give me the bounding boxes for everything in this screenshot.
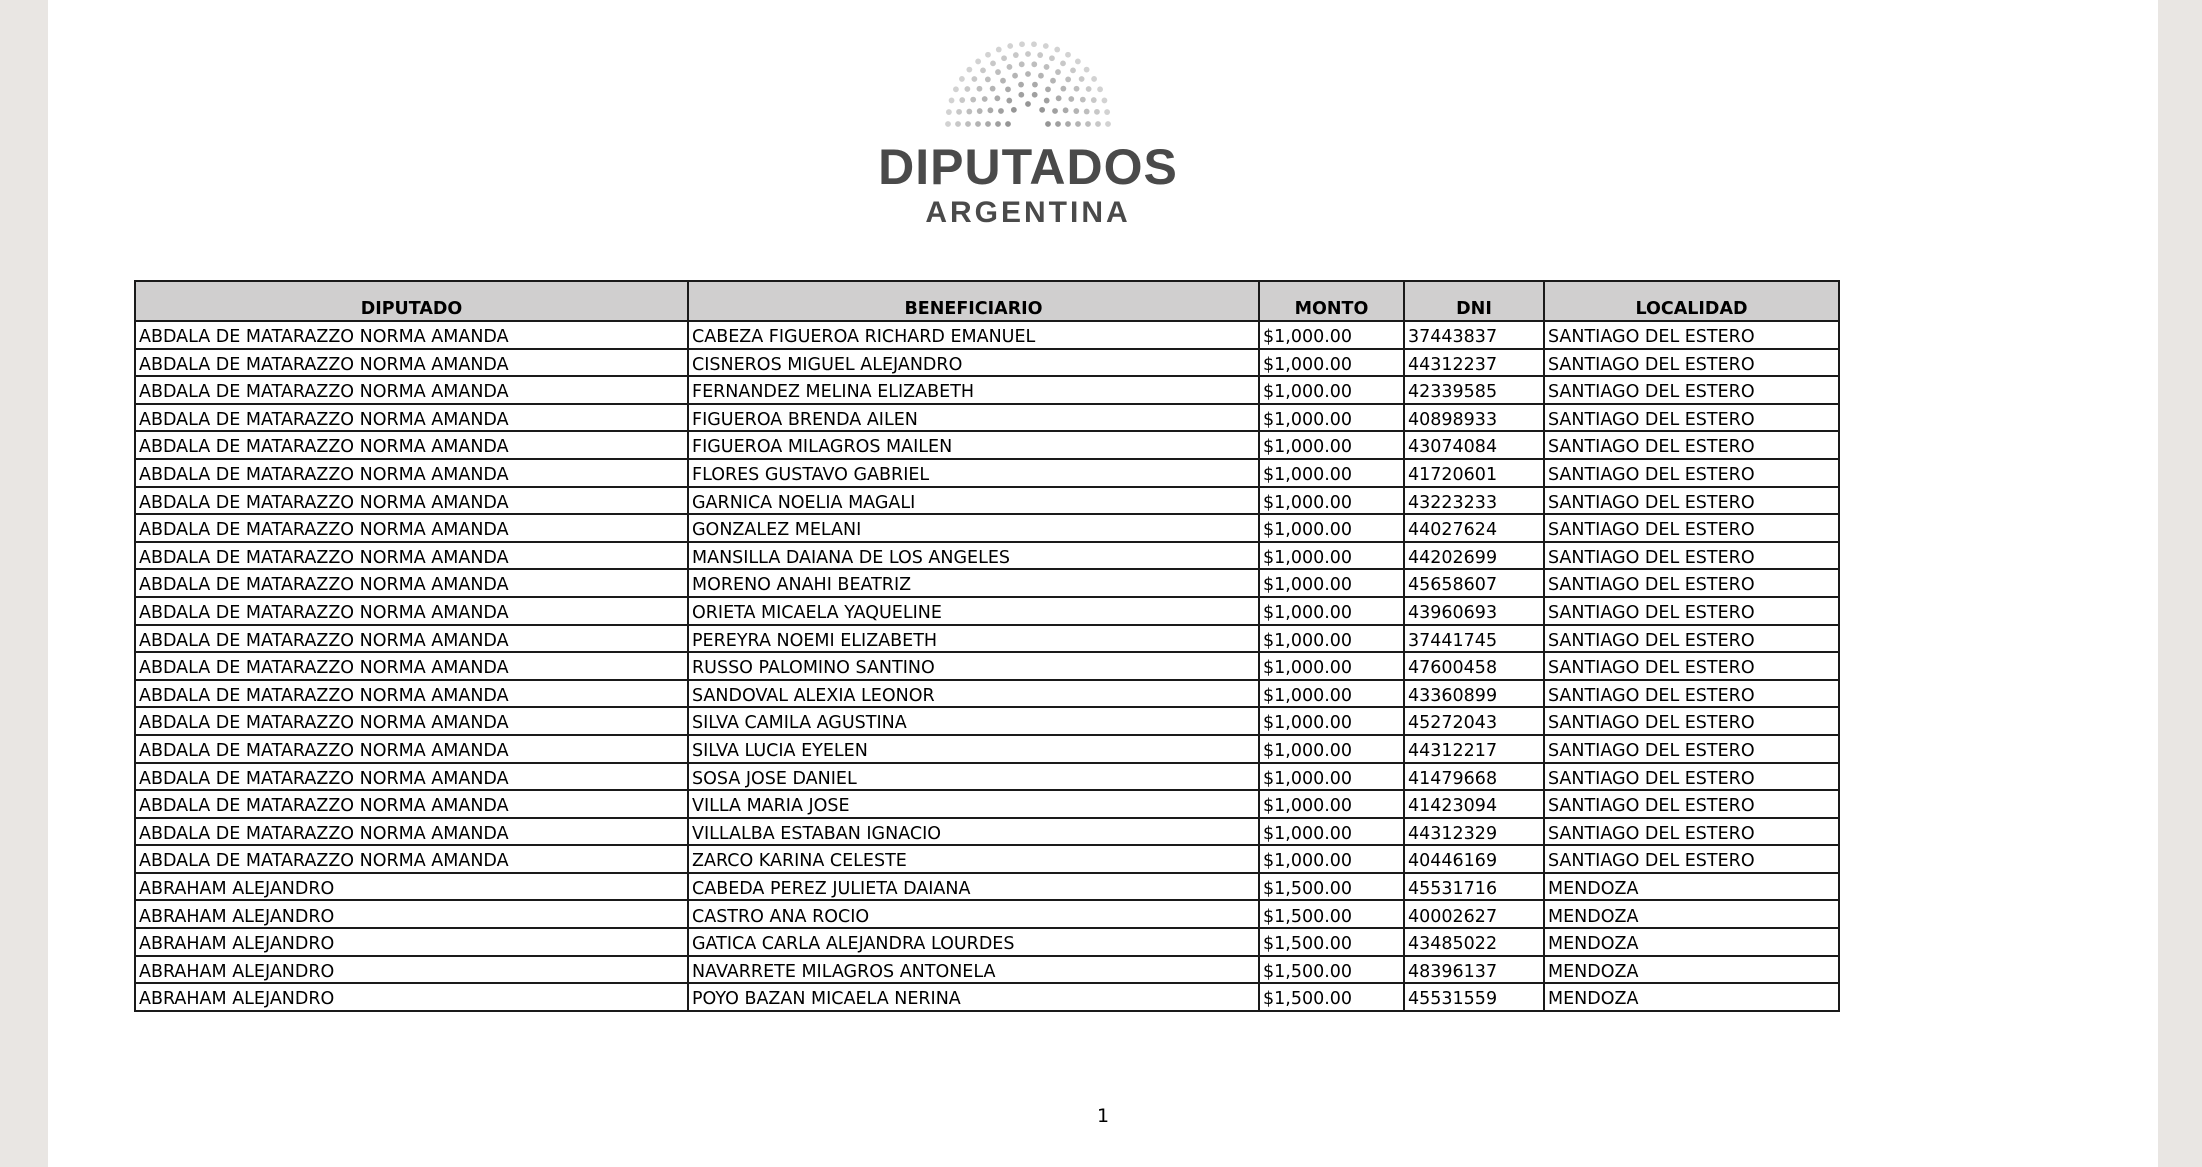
beneficiario-cell: GARNICA NOELIA MAGALI — [688, 487, 1259, 515]
header-localidad: LOCALIDAD — [1544, 281, 1839, 321]
logo-subtitle: ARGENTINA — [925, 196, 1131, 229]
localidad-cell: MENDOZA — [1544, 900, 1839, 928]
monto-cell: $1,000.00 — [1259, 431, 1404, 459]
table-row — [135, 845, 1839, 873]
beneficiario-cell: SILVA CAMILA AGUSTINA — [688, 707, 1259, 735]
beneficiario-cell: POYO BAZAN MICAELA NERINA — [688, 983, 1259, 1011]
beneficiario-cell: GATICA CARLA ALEJANDRA LOURDES — [688, 928, 1259, 956]
localidad-cell: SANTIAGO DEL ESTERO — [1544, 625, 1839, 653]
diputado-cell: ABDALA DE MATARAZZO NORMA AMANDA — [135, 404, 688, 432]
monto-cell: $1,500.00 — [1259, 956, 1404, 984]
table-row — [135, 680, 1839, 708]
beneficiario-cell: VILLA MARIA JOSE — [688, 790, 1259, 818]
diputado-cell: ABDALA DE MATARAZZO NORMA AMANDA — [135, 680, 688, 708]
dni-cell: 45658607 — [1404, 569, 1544, 597]
localidad-cell: SANTIAGO DEL ESTERO — [1544, 735, 1839, 763]
monto-cell: $1,000.00 — [1259, 514, 1404, 542]
beneficiario-cell: GONZALEZ MELANI — [688, 514, 1259, 542]
header-beneficiario: BENEFICIARIO — [688, 281, 1259, 321]
monto-cell: $1,000.00 — [1259, 735, 1404, 763]
hemicycle-icon — [945, 41, 1111, 127]
localidad-cell: SANTIAGO DEL ESTERO — [1544, 790, 1839, 818]
dni-cell: 43960693 — [1404, 597, 1544, 625]
dni-cell: 44312329 — [1404, 818, 1544, 846]
diputados-logo — [868, 24, 1188, 234]
diputado-cell: ABDALA DE MATARAZZO NORMA AMANDA — [135, 321, 688, 349]
beneficiario-cell: FLORES GUSTAVO GABRIEL — [688, 459, 1259, 487]
diputado-cell: ABDALA DE MATARAZZO NORMA AMANDA — [135, 735, 688, 763]
table-row — [135, 321, 1839, 349]
table-row — [135, 597, 1839, 625]
diputado-cell: ABDALA DE MATARAZZO NORMA AMANDA — [135, 625, 688, 653]
monto-cell: $1,500.00 — [1259, 873, 1404, 901]
localidad-cell: SANTIAGO DEL ESTERO — [1544, 707, 1839, 735]
dni-cell: 40002627 — [1404, 900, 1544, 928]
dni-cell: 43485022 — [1404, 928, 1544, 956]
monto-cell: $1,000.00 — [1259, 459, 1404, 487]
diputado-cell: ABDALA DE MATARAZZO NORMA AMANDA — [135, 487, 688, 515]
beneficiario-cell: CABEDA PEREZ JULIETA DAIANA — [688, 873, 1259, 901]
beneficiario-cell: SOSA JOSE DANIEL — [688, 763, 1259, 791]
header-diputado: DIPUTADO — [135, 281, 688, 321]
localidad-cell: MENDOZA — [1544, 983, 1839, 1011]
diputado-cell: ABDALA DE MATARAZZO NORMA AMANDA — [135, 542, 688, 570]
table-row — [135, 707, 1839, 735]
table-row — [135, 459, 1839, 487]
beneficiario-cell: RUSSO PALOMINO SANTINO — [688, 652, 1259, 680]
dni-cell: 45272043 — [1404, 707, 1544, 735]
dni-cell: 47600458 — [1404, 652, 1544, 680]
monto-cell: $1,000.00 — [1259, 818, 1404, 846]
table-row — [135, 349, 1839, 377]
diputado-cell: ABDALA DE MATARAZZO NORMA AMANDA — [135, 569, 688, 597]
beneficiario-cell: MANSILLA DAIANA DE LOS ANGELES — [688, 542, 1259, 570]
table-row — [135, 652, 1839, 680]
beneficiario-cell: CASTRO ANA ROCIO — [688, 900, 1259, 928]
dni-cell: 42339585 — [1404, 376, 1544, 404]
table-row — [135, 625, 1839, 653]
monto-cell: $1,000.00 — [1259, 487, 1404, 515]
monto-cell: $1,000.00 — [1259, 321, 1404, 349]
monto-cell: $1,000.00 — [1259, 404, 1404, 432]
table-row — [135, 956, 1839, 984]
localidad-cell: SANTIAGO DEL ESTERO — [1544, 514, 1839, 542]
table-header-row — [135, 281, 1839, 321]
localidad-cell: SANTIAGO DEL ESTERO — [1544, 680, 1839, 708]
diputado-cell: ABDALA DE MATARAZZO NORMA AMANDA — [135, 431, 688, 459]
beneficiario-cell: CABEZA FIGUEROA RICHARD EMANUEL — [688, 321, 1259, 349]
monto-cell: $1,000.00 — [1259, 652, 1404, 680]
localidad-cell: SANTIAGO DEL ESTERO — [1544, 652, 1839, 680]
localidad-cell: SANTIAGO DEL ESTERO — [1544, 349, 1839, 377]
localidad-cell: MENDOZA — [1544, 873, 1839, 901]
table-row — [135, 569, 1839, 597]
monto-cell: $1,500.00 — [1259, 928, 1404, 956]
monto-cell: $1,000.00 — [1259, 707, 1404, 735]
table-row — [135, 542, 1839, 570]
table-row — [135, 873, 1839, 901]
dni-cell: 37443837 — [1404, 321, 1544, 349]
logo-title: DIPUTADOS — [878, 139, 1178, 195]
monto-cell: $1,000.00 — [1259, 790, 1404, 818]
dni-cell: 41720601 — [1404, 459, 1544, 487]
beneficiario-cell: MORENO ANAHI BEATRIZ — [688, 569, 1259, 597]
table-body — [135, 321, 1839, 1011]
beneficiario-cell: CISNEROS MIGUEL ALEJANDRO — [688, 349, 1259, 377]
localidad-cell: SANTIAGO DEL ESTERO — [1544, 763, 1839, 791]
dni-cell: 40898933 — [1404, 404, 1544, 432]
localidad-cell: SANTIAGO DEL ESTERO — [1544, 569, 1839, 597]
diputado-cell: ABDALA DE MATARAZZO NORMA AMANDA — [135, 763, 688, 791]
diputado-cell: ABRAHAM ALEJANDRO — [135, 928, 688, 956]
table-row — [135, 790, 1839, 818]
beneficiario-cell: FIGUEROA MILAGROS MAILEN — [688, 431, 1259, 459]
beneficiario-cell: NAVARRETE MILAGROS ANTONELA — [688, 956, 1259, 984]
dni-cell: 44027624 — [1404, 514, 1544, 542]
diputado-cell: ABRAHAM ALEJANDRO — [135, 900, 688, 928]
monto-cell: $1,000.00 — [1259, 680, 1404, 708]
dni-cell: 41479668 — [1404, 763, 1544, 791]
monto-cell: $1,500.00 — [1259, 983, 1404, 1011]
dni-cell: 45531716 — [1404, 873, 1544, 901]
beneficiario-cell: VILLALBA ESTABAN IGNACIO — [688, 818, 1259, 846]
diputado-cell: ABRAHAM ALEJANDRO — [135, 983, 688, 1011]
localidad-cell: SANTIAGO DEL ESTERO — [1544, 542, 1839, 570]
dni-cell: 44312217 — [1404, 735, 1544, 763]
localidad-cell: SANTIAGO DEL ESTERO — [1544, 597, 1839, 625]
localidad-cell: SANTIAGO DEL ESTERO — [1544, 487, 1839, 515]
monto-cell: $1,000.00 — [1259, 597, 1404, 625]
dni-cell: 44202699 — [1404, 542, 1544, 570]
dni-cell: 41423094 — [1404, 790, 1544, 818]
table-row — [135, 983, 1839, 1011]
localidad-cell: SANTIAGO DEL ESTERO — [1544, 376, 1839, 404]
monto-cell: $1,000.00 — [1259, 349, 1404, 377]
dni-cell: 37441745 — [1404, 625, 1544, 653]
dni-cell: 40446169 — [1404, 845, 1544, 873]
table-row — [135, 928, 1839, 956]
diputado-cell: ABDALA DE MATARAZZO NORMA AMANDA — [135, 514, 688, 542]
localidad-cell: SANTIAGO DEL ESTERO — [1544, 404, 1839, 432]
monto-cell: $1,000.00 — [1259, 845, 1404, 873]
diputado-cell: ABDALA DE MATARAZZO NORMA AMANDA — [135, 818, 688, 846]
table-row — [135, 431, 1839, 459]
dni-cell: 48396137 — [1404, 956, 1544, 984]
table-row — [135, 763, 1839, 791]
beneficiario-cell: FIGUEROA BRENDA AILEN — [688, 404, 1259, 432]
diputado-cell: ABRAHAM ALEJANDRO — [135, 956, 688, 984]
beneficiario-cell: FERNANDEZ MELINA ELIZABETH — [688, 376, 1259, 404]
header-dni: DNI — [1404, 281, 1544, 321]
table-row — [135, 818, 1839, 846]
beneficiario-cell: SILVA LUCIA EYELEN — [688, 735, 1259, 763]
monto-cell: $1,000.00 — [1259, 569, 1404, 597]
diputado-cell: ABDALA DE MATARAZZO NORMA AMANDA — [135, 652, 688, 680]
beneficiario-cell: PEREYRA NOEMI ELIZABETH — [688, 625, 1259, 653]
beneficiario-cell: ZARCO KARINA CELESTE — [688, 845, 1259, 873]
table-row — [135, 900, 1839, 928]
localidad-cell: SANTIAGO DEL ESTERO — [1544, 459, 1839, 487]
beneficiario-cell: ORIETA MICAELA YAQUELINE — [688, 597, 1259, 625]
monto-cell: $1,500.00 — [1259, 900, 1404, 928]
diputado-cell: ABDALA DE MATARAZZO NORMA AMANDA — [135, 459, 688, 487]
page-number: 1 — [1096, 1105, 1110, 1127]
diputado-cell: ABDALA DE MATARAZZO NORMA AMANDA — [135, 597, 688, 625]
localidad-cell: SANTIAGO DEL ESTERO — [1544, 845, 1839, 873]
monto-cell: $1,000.00 — [1259, 542, 1404, 570]
table-row — [135, 487, 1839, 515]
dni-cell: 43223233 — [1404, 487, 1544, 515]
localidad-cell: SANTIAGO DEL ESTERO — [1544, 818, 1839, 846]
monto-cell: $1,000.00 — [1259, 376, 1404, 404]
beneficiario-cell: SANDOVAL ALEXIA LEONOR — [688, 680, 1259, 708]
diputado-cell: ABDALA DE MATARAZZO NORMA AMANDA — [135, 349, 688, 377]
table-row — [135, 404, 1839, 432]
monto-cell: $1,000.00 — [1259, 763, 1404, 791]
localidad-cell: MENDOZA — [1544, 956, 1839, 984]
localidad-cell: MENDOZA — [1544, 928, 1839, 956]
dni-cell: 43360899 — [1404, 680, 1544, 708]
beneficiaries-table — [134, 280, 1840, 1012]
dni-cell: 43074084 — [1404, 431, 1544, 459]
monto-cell: $1,000.00 — [1259, 625, 1404, 653]
dni-cell: 45531559 — [1404, 983, 1544, 1011]
diputado-cell: ABRAHAM ALEJANDRO — [135, 873, 688, 901]
localidad-cell: SANTIAGO DEL ESTERO — [1544, 321, 1839, 349]
document-page — [48, 0, 2158, 1167]
localidad-cell: SANTIAGO DEL ESTERO — [1544, 431, 1839, 459]
table-row — [135, 514, 1839, 542]
diputado-cell: ABDALA DE MATARAZZO NORMA AMANDA — [135, 707, 688, 735]
diputado-cell: ABDALA DE MATARAZZO NORMA AMANDA — [135, 376, 688, 404]
diputado-cell: ABDALA DE MATARAZZO NORMA AMANDA — [135, 790, 688, 818]
table-row — [135, 376, 1839, 404]
header-monto: MONTO — [1259, 281, 1404, 321]
table-row — [135, 735, 1839, 763]
dni-cell: 44312237 — [1404, 349, 1544, 377]
diputado-cell: ABDALA DE MATARAZZO NORMA AMANDA — [135, 845, 688, 873]
